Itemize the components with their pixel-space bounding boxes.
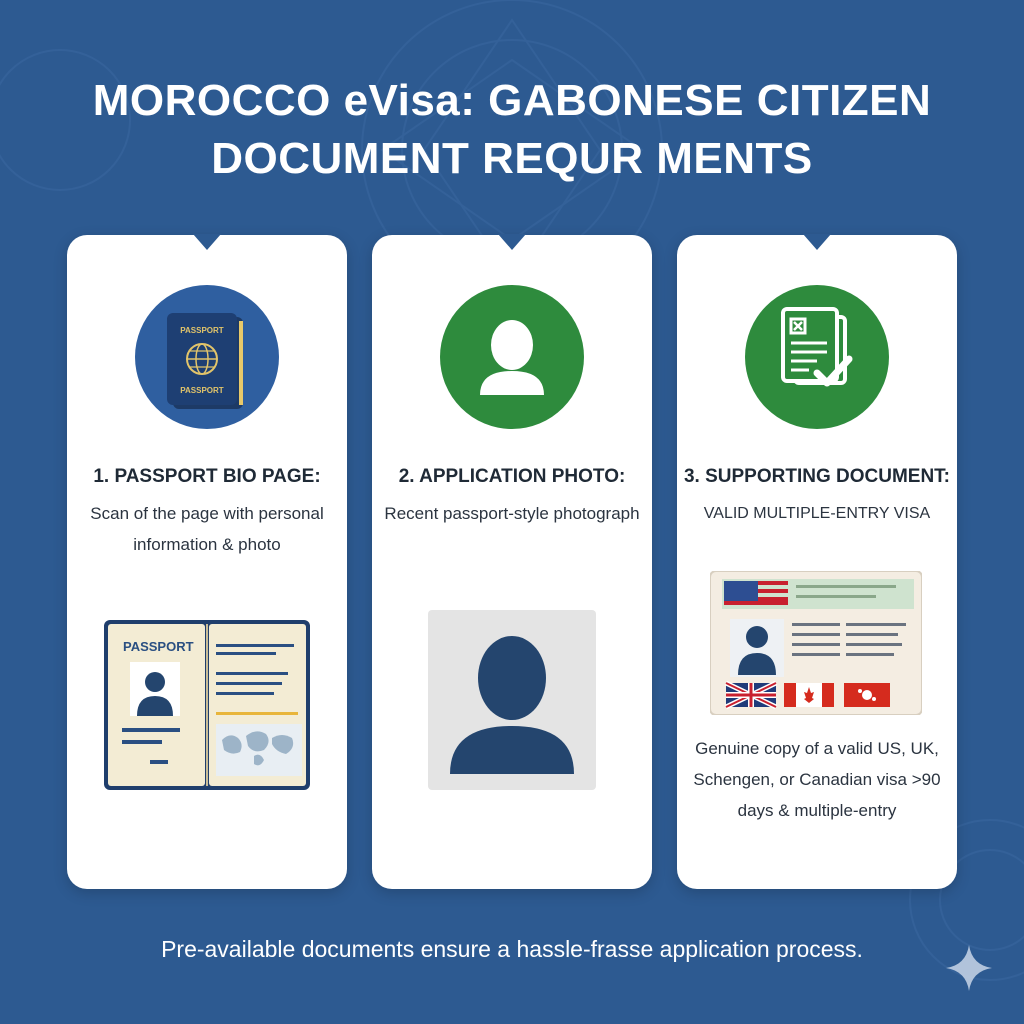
page-title-line-1: MOROCCO eVisa: GABONESE CITIZEN: [92, 76, 932, 125]
card-description: Recent passport-style photograph: [384, 504, 640, 523]
passport-bio-page-illustration: [104, 620, 310, 790]
person-icon: [440, 285, 584, 429]
card-notch: [498, 234, 526, 250]
passport-photo-illustration: [428, 610, 596, 790]
passport-icon-text-bottom: PASSPORT: [180, 386, 224, 395]
page-title-line-2: DOCUMENT REQUR MENTS: [211, 134, 813, 183]
card-description: VALID MULTIPLE-ENTRY VISA: [703, 505, 931, 522]
visa-document-illustration: [710, 571, 922, 715]
card-note: Genuine copy of a valid US, UK, Schengen, or Canadian visa >90 days & multiple-entry: [693, 739, 941, 820]
page-title: [0, 72, 1024, 188]
sparkle-icon: [944, 943, 994, 993]
card-description: Scan of the page with personal information & photo: [90, 504, 324, 554]
card-notch: [193, 234, 221, 250]
passport-icon: [135, 285, 279, 429]
card-supporting-document: [677, 235, 957, 889]
card-heading: 2. APPLICATION PHOTO:: [398, 466, 626, 487]
passport-icon-text-top: PASSPORT: [180, 326, 224, 335]
passport-label: PASSPORT: [123, 639, 194, 654]
footer-text: Pre-available documents ensure a hassle-frasse application process.: [161, 936, 863, 962]
card-passport-bio-page: [67, 235, 347, 889]
card-heading: 3. SUPPORTING DOCUMENT:: [683, 466, 951, 487]
card-application-photo: [372, 235, 652, 889]
card-notch: [803, 234, 831, 250]
card-heading: 1. PASSPORT BIO PAGE:: [93, 466, 321, 487]
checklist-document-icon: [745, 285, 889, 429]
